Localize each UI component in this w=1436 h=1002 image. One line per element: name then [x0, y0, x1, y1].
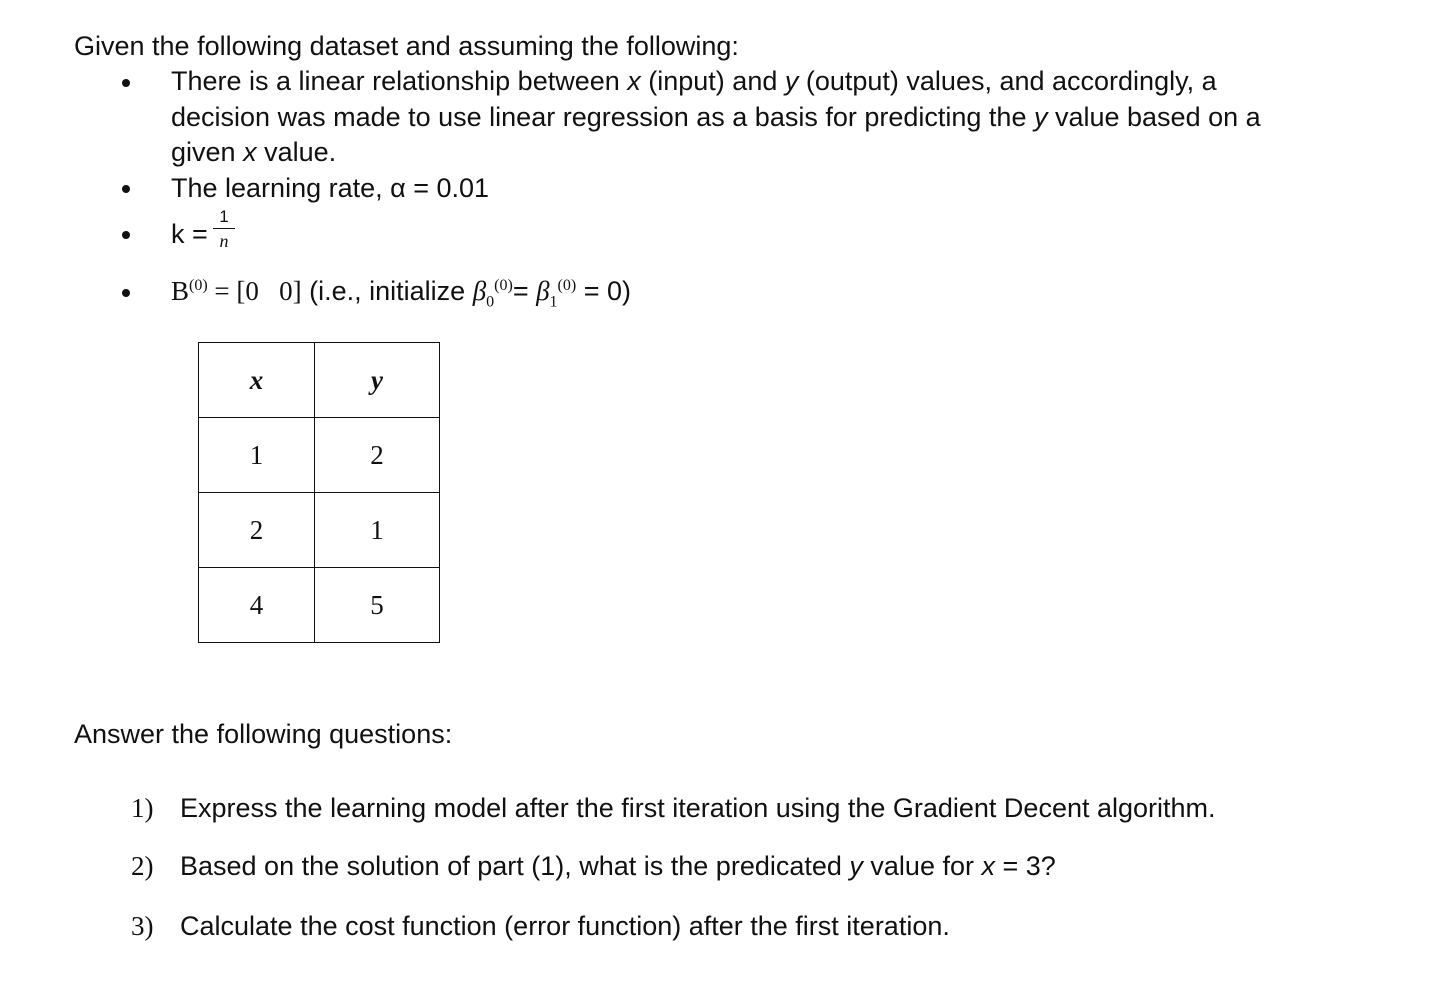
- table-row: [199, 418, 440, 493]
- text-segment: Based on the solution of part (1), what is the predicated: [180, 851, 850, 881]
- header-x: x: [199, 343, 315, 418]
- cell-x: 4: [199, 568, 315, 643]
- text-segment: value for: [862, 851, 982, 881]
- fraction-denominator: n: [219, 231, 229, 251]
- beta-1: β: [536, 276, 550, 306]
- dataset-table: [198, 342, 440, 643]
- beta-0: β: [472, 276, 487, 306]
- var-y: y: [784, 66, 799, 96]
- table-row: [199, 493, 440, 568]
- intro-text: Given the following dataset and assuming the following:: [74, 31, 739, 61]
- table-header-row: [199, 343, 440, 418]
- bullet-1-line-2: [171, 100, 1261, 134]
- answer-heading: Answer the following questions:: [74, 719, 453, 749]
- matrix-value: = [0 0]: [207, 276, 302, 306]
- question-2-text: [180, 849, 1056, 883]
- question-number: 1): [131, 793, 154, 823]
- fraction-bar: [213, 228, 235, 229]
- var-y: y: [849, 851, 863, 881]
- var-y: y: [1033, 102, 1048, 132]
- text-segment: given: [171, 137, 244, 167]
- bullet-dot: [122, 79, 130, 87]
- text-segment: =: [512, 276, 537, 306]
- question-1-text: Express the learning model after the first iteration using the Gradient Decent algorithm.: [180, 793, 1216, 823]
- cell-x: 1: [199, 418, 315, 493]
- bullet-2-learning-rate: The learning rate, α = 0.01: [171, 173, 490, 203]
- cell-y: 2: [315, 418, 440, 493]
- cell-y: 5: [315, 568, 440, 643]
- subscript: 1: [549, 293, 558, 311]
- cell-x: 2: [199, 493, 315, 568]
- table-row: [199, 568, 440, 643]
- text-segment: (output) values, and accordingly, a: [798, 66, 1217, 96]
- text-segment: decision was made to use linear regression as a basis for predicting the: [171, 102, 1034, 132]
- text-segment: There is a linear relationship between: [171, 66, 628, 96]
- superscript: (0): [557, 277, 577, 294]
- text-segment: = 3?: [994, 851, 1056, 881]
- text-segment: (i.e., initialize: [301, 276, 473, 306]
- matrix-B: B: [171, 276, 190, 306]
- header-y: y: [315, 343, 440, 418]
- question-3-text: Calculate the cost function (error function) after the first iteration.: [180, 911, 950, 941]
- text-segment: value.: [256, 137, 337, 167]
- k-fraction: [213, 208, 235, 250]
- text-segment: = 0): [576, 276, 631, 306]
- bullet-1-line-3: [171, 135, 336, 169]
- bullet-dot: [122, 185, 130, 193]
- var-x: x: [981, 851, 995, 881]
- bullet-dot: [122, 231, 130, 239]
- var-x: x: [627, 66, 641, 96]
- bullet-1-line-1: [171, 64, 1217, 98]
- k-label: k =: [171, 219, 208, 249]
- question-number: 2): [131, 851, 154, 881]
- superscript: (0): [494, 277, 513, 294]
- cell-y: 1: [315, 493, 440, 568]
- bullet-4-initial-weights: [171, 274, 631, 311]
- text-segment: value based on a: [1047, 102, 1261, 132]
- question-number: 3): [131, 911, 154, 941]
- var-x: x: [243, 137, 257, 167]
- fraction-numerator: 1: [219, 207, 229, 226]
- subscript: 0: [486, 293, 495, 311]
- bullet-dot: [122, 289, 130, 297]
- text-segment: (input) and: [640, 66, 785, 96]
- superscript: (0): [189, 277, 208, 294]
